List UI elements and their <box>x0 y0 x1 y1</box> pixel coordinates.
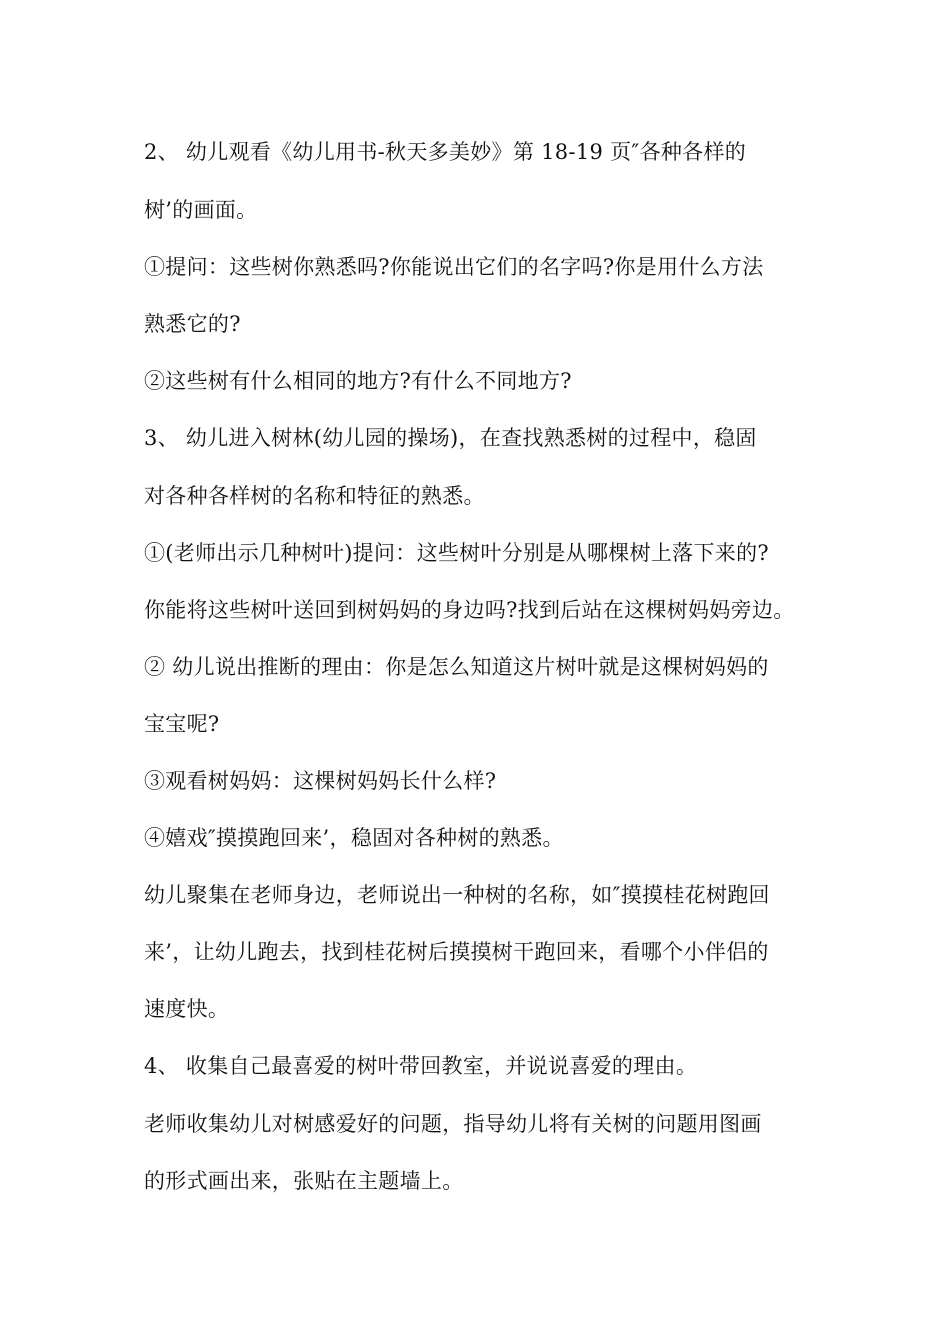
text-line: 的形式画出来，张贴在主题墙上。 <box>144 1169 464 1193</box>
text-line: 速度快。 <box>144 997 230 1021</box>
text-line: 来’，让幼儿跑去，找到桂花树后摸摸树干跑回来，看哪个小伴侣的 <box>144 940 769 964</box>
text-line-item-2: ② 幼儿说出推断的理由：你是怎么知道这片树叶就是这棵树妈妈的 <box>144 655 769 679</box>
text-line-question-1: ①提问：这些树你熟悉吗?你能说出它们的名字吗?你是用什么方法 <box>144 255 764 279</box>
text-line: 树’的画面。 <box>144 198 258 222</box>
text-line-question-2: ②这些树有什么相同的地方?有什么不同地方? <box>144 369 572 393</box>
text-line: 老师收集幼儿对树感爱好的问题，指导幼儿将有关树的问题用图画 <box>144 1112 762 1136</box>
text-line: 熟悉它的? <box>144 312 241 336</box>
text-line: 宝宝呢? <box>144 712 220 736</box>
text-line: 你能将这些树叶送回到树妈妈的身边吗?找到后站在这棵树妈妈旁边。 <box>144 598 795 622</box>
text-line: 对各种各样树的名称和特征的熟悉。 <box>144 484 485 508</box>
text-line-item-4: ④嬉戏″摸摸跑回来’，稳固对各种树的熟悉。 <box>144 826 564 850</box>
text-line: 幼儿聚集在老师身边，老师说出一种树的名称，如″摸摸桂花树跑回 <box>144 883 770 907</box>
text-line-item-3: ③观看树妈妈：这棵树妈妈长什么样? <box>144 769 497 793</box>
text-line-step-3: 3、 幼儿进入树林(幼儿园的操场)，在查找熟悉树的过程中，稳固 <box>144 426 757 450</box>
text-line-step-2: 2、 幼儿观看《幼儿用书-秋天多美妙》第 18-19 页″各种各样的 <box>144 140 747 164</box>
text-line-item-1: ①(老师出示几种树叶)提问：这些树叶分别是从哪棵树上落下来的? <box>144 541 769 565</box>
text-line-step-4: 4、 收集自己最喜爱的树叶带回教室，并说说喜爱的理由。 <box>144 1054 698 1078</box>
